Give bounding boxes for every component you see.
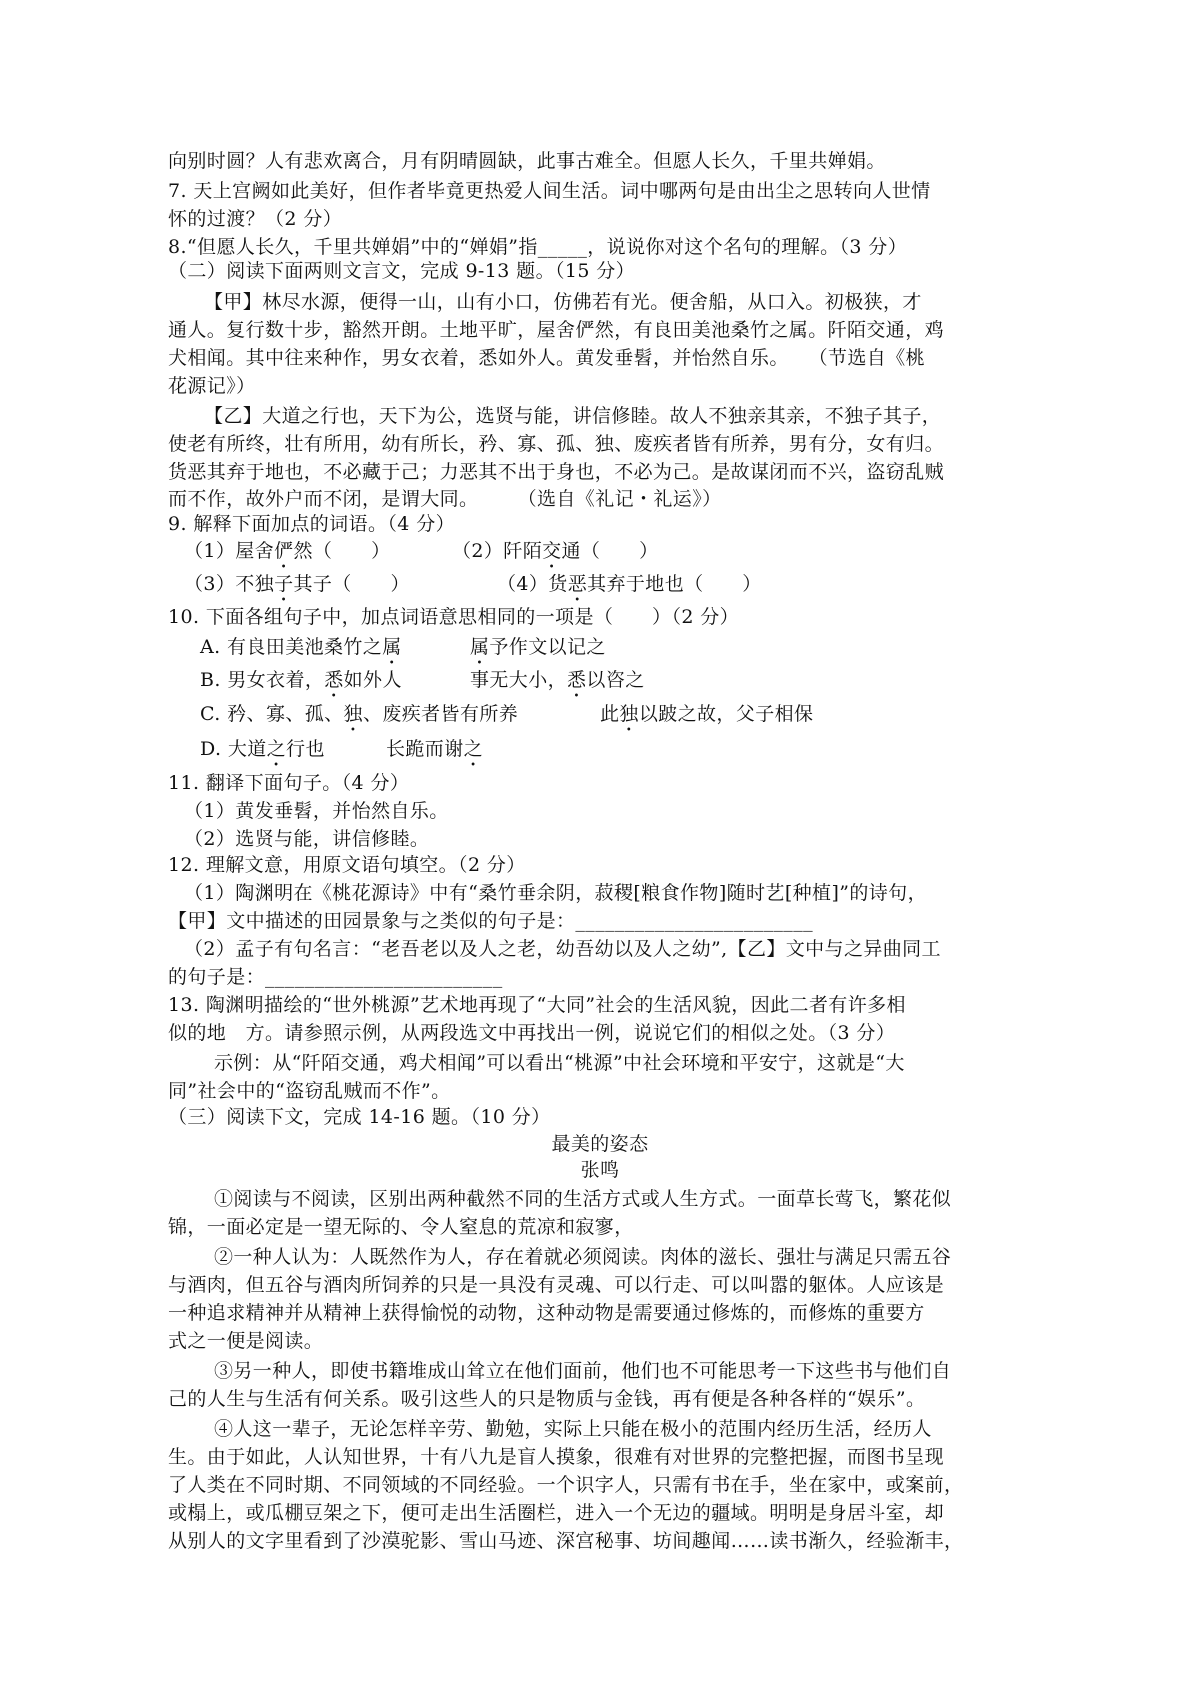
text-line: 花源记》）	[168, 375, 256, 397]
article-author: 张鸣	[580, 1159, 620, 1181]
q11-item-2: （2）选贤与能，讲信修睦。	[184, 828, 430, 850]
option-d-compare: 长跪而谢之	[386, 738, 484, 760]
text-line: 怀的过渡？（2 分）	[168, 208, 343, 230]
q12-blank-1: 【甲】文中描述的田园景象与之类似的句子是：________________________	[168, 910, 814, 932]
passage-jia: 【甲】林尽水源，便得一山，山有小口，仿佛若有光。便舍船，从口入。初极狭，才	[204, 291, 922, 313]
text-line: 或榻上，或瓜棚豆架之下，便可走出生活圈栏，进入一个无边的疆域。明明是身居斗室，却	[168, 1502, 945, 1524]
text-line: 同”社会中的“盗窃乱贼而不作”。	[168, 1080, 451, 1102]
question-11: 11. 翻译下面句子。（4 分）	[168, 772, 410, 794]
q13-example: 示例：从“阡陌交通，鸡犬相闻”可以看出“桃源”中社会环境和平安宁，这就是“大	[214, 1052, 905, 1074]
article-title: 最美的姿态	[551, 1133, 649, 1155]
option-b-compare: 事无大小，悉以咨之	[470, 669, 645, 691]
section-heading-2: （二）阅读下面两则文言文，完成 9-13 题。（15 分）	[168, 260, 636, 282]
text-line: 向别时圆？人有悲欢离合，月有阴晴圆缺，此事古难全。但愿人长久，千里共婵娟。	[168, 150, 886, 172]
text-line: 式之一便是阅读。	[168, 1330, 324, 1352]
text-line: 似的地 方。请参照示例，从两段选文中再找出一例，说说它们的相似之处。（3 分）	[168, 1022, 896, 1044]
passage-yi: 【乙】大道之行也，天下为公，选贤与能，讲信修睦。故人不独亲其亲，不独子其子，	[204, 405, 942, 427]
q12-item-1: （1）陶渊明在《桃花源诗》中有“桑竹垂余阴，菽稷[粮食作物]随时艺[种植]”的诗句，	[184, 882, 927, 904]
text-line: 而不作，故外户而不闭，是谓大同。 （选自《礼记・礼运》）	[168, 488, 722, 510]
q12-blank-2: 的句子是：________________________	[168, 966, 503, 988]
section-heading-3: （三）阅读下文，完成 14-16 题。（10 分）	[168, 1106, 551, 1128]
paragraph-1: ①阅读与不阅读，区别出两种截然不同的生活方式或人生方式。一面草长莺飞，繁花似	[214, 1188, 952, 1210]
text-line: 一种追求精神并从精神上获得愉悦的动物，这种动物是需要通过修炼的，而修炼的重要方	[168, 1302, 925, 1324]
option-b: B. 男女衣着，悉如外人	[200, 669, 402, 691]
text-line: 与酒肉，但五谷与酒肉所饲养的只是一具没有灵魂、可以行走、可以叫嚣的躯体。人应该是	[168, 1274, 945, 1296]
q11-item-1: （1）黄发垂髫，并怡然自乐。	[184, 800, 449, 822]
question-13: 13. 陶渊明描绘的“世外桃源”艺术地再现了“大同”社会的生活风貌，因此二者有许多相	[168, 994, 906, 1016]
text-line: 生。由于如此，人认知世界，十有八九是盲人摸象，很难有对世界的完整把握，而图书呈现	[168, 1446, 945, 1468]
text-line: 己的人生与生活有何关系。吸引这些人的只是物质与金钱，再有便是各种各样的“娱乐”。	[168, 1388, 926, 1410]
text-line: 锦，一面必定是一望无际的、令人窒息的荒凉和寂寥，	[168, 1216, 634, 1238]
text-line: 使老有所终，壮有所用，幼有所长，矜、寡、孤、独、废疾者皆有所养，男有分，女有归。	[168, 433, 945, 455]
option-d: D. 大道之行也	[200, 738, 325, 760]
question-12: 12. 理解文意，用原文语句填空。（2 分）	[168, 854, 526, 876]
option-c: C. 矜、寡、孤、独、废疾者皆有所养	[200, 703, 519, 725]
paragraph-3: ③另一种人，即使书籍堆成山耸立在他们面前，他们也不可能思考一下这些书与他们自	[214, 1360, 952, 1382]
q9-item-1: （1）屋舍俨然（ ）	[184, 540, 391, 562]
text-line: 通人。复行数十步，豁然开朗。土地平旷，屋舍俨然，有良田美池桑竹之属。阡陌交通，鸡	[168, 319, 945, 341]
option-a: A. 有良田美池桑竹之属	[200, 636, 402, 658]
question-8: 8.“但愿人长久，千里共婵娟”中的“婵娟”指_____，说说你对这个名句的理解。（3 分）	[168, 236, 908, 258]
text-line: 货恶其弃于地也，不必藏于己；力恶其不出于身也，不必为己。是故谋闭而不兴，盗窃乱贼	[168, 461, 945, 483]
question-10: 10. 下面各组句子中，加点词语意思相同的一项是（ ）（2 分）	[168, 606, 740, 628]
paragraph-2: ②一种人认为：人既然作为人，存在着就必须阅读。肉体的滋长、强壮与满足只需五谷	[214, 1246, 952, 1268]
question-9: 9. 解释下面加点的词语。（4 分）	[168, 513, 455, 535]
option-a-compare: 属予作文以记之	[470, 636, 606, 658]
q9-item-3: （3）不独子其子（ ）	[184, 573, 410, 595]
q9-item-2: （2）阡陌交通（ ）	[452, 540, 659, 562]
q12-item-2: （2）孟子有句名言：“老吾老以及人之老，幼吾幼以及人之幼”,【乙】文中与之异曲同工	[184, 938, 941, 960]
paragraph-4: ④人这一辈子，无论怎样辛劳、勤勉，实际上只能在极小的范围内经历生活，经历人	[214, 1418, 932, 1440]
question-7: 7. 天上宫阙如此美好，但作者毕竟更热爱人间生活。词中哪两句是由出尘之思转向人世情	[168, 180, 931, 202]
text-line: 了人类在不同时期、不同领域的不同经验。一个识字人，只需有书在手，坐在家中，或案前，	[168, 1474, 964, 1496]
text-line: 从别人的文字里看到了沙漠驼影、雪山马迹、深宫秘事、坊间趣闻……读书渐久，经验渐丰，	[168, 1530, 964, 1552]
q9-item-4: （4）货恶其弃于地也（ ）	[497, 573, 762, 595]
text-line: 犬相闻。其中往来种作，男女衣着，悉如外人。黄发垂髫，并怡然自乐。 （节选自《桃	[168, 347, 926, 369]
option-c-compare: 此独以跛之故，父子相保	[600, 703, 814, 725]
